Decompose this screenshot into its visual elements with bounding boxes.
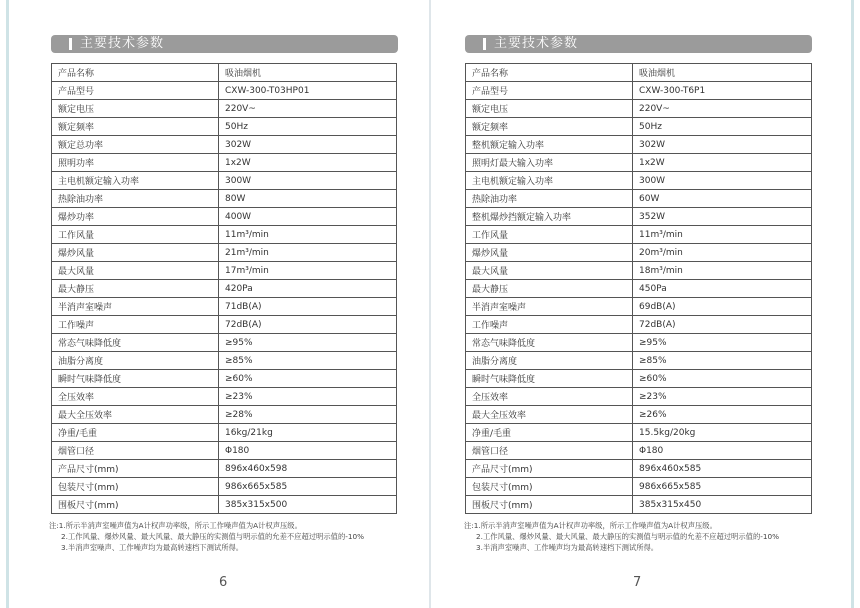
spec-value: 896x460x585 xyxy=(633,460,812,478)
table-row xyxy=(466,496,812,514)
table-row xyxy=(52,190,397,208)
table-row xyxy=(466,172,812,190)
table-row xyxy=(466,352,812,370)
table-row xyxy=(52,298,397,316)
table-row xyxy=(466,460,812,478)
spec-label: 围板尺寸(mm) xyxy=(52,496,219,514)
spec-label: 工作风量 xyxy=(466,226,633,244)
spec-value: 60W xyxy=(633,190,812,208)
table-row xyxy=(52,226,397,244)
spec-value: 21m³/min xyxy=(219,244,397,262)
table-row xyxy=(466,406,812,424)
spec-value: ≥85% xyxy=(219,352,397,370)
table-row xyxy=(52,478,397,496)
spec-value: 11m³/min xyxy=(219,226,397,244)
table-row xyxy=(466,262,812,280)
table-row xyxy=(52,100,397,118)
spec-label: 净重/毛重 xyxy=(466,424,633,442)
spec-value: ≥60% xyxy=(219,370,397,388)
spec-value: Φ180 xyxy=(633,442,812,460)
spec-label: 全压效率 xyxy=(466,388,633,406)
spec-value: 385x315x500 xyxy=(219,496,397,514)
spec-value: 72dB(A) xyxy=(219,316,397,334)
spec-label: 爆炒功率 xyxy=(52,208,219,226)
spec-label: 油脂分离度 xyxy=(52,352,219,370)
spec-label: 最大静压 xyxy=(466,280,633,298)
spec-label: 主电机额定输入功率 xyxy=(52,172,219,190)
table-row xyxy=(466,424,812,442)
page-number: 7 xyxy=(633,575,642,590)
spec-value: CXW-300-T6P1 xyxy=(633,82,812,100)
spec-value: 385x315x450 xyxy=(633,496,812,514)
spec-value: ≥95% xyxy=(633,334,812,352)
page-edge-stripe xyxy=(6,0,9,608)
table-row xyxy=(52,370,397,388)
spec-value: 300W xyxy=(633,172,812,190)
spec-value: 18m³/min xyxy=(633,262,812,280)
page-edge-stripe xyxy=(851,0,854,608)
spec-value: 80W xyxy=(219,190,397,208)
spec-label: 产品尺寸(mm) xyxy=(52,460,219,478)
spec-value: 896x460x598 xyxy=(219,460,397,478)
section-title: 主要技术参数 xyxy=(80,36,165,51)
spec-value: 吸油烟机 xyxy=(219,64,397,82)
spec-value: Φ180 xyxy=(219,442,397,460)
table-row xyxy=(466,100,812,118)
table-row xyxy=(52,388,397,406)
notes xyxy=(49,520,364,553)
spec-value: ≥23% xyxy=(633,388,812,406)
spec-label: 热除油功率 xyxy=(466,190,633,208)
note-2: 2.工作风量、爆炒风量、最大风量、最大静压的实测值与明示值的允差不应超过明示值的-10% xyxy=(61,532,365,541)
spec-label: 半消声室噪声 xyxy=(52,298,219,316)
spec-value: 1x2W xyxy=(219,154,397,172)
note-2: 2.工作风量、爆炒风量、最大风量、最大静压的实测值与明示值的允差不应超过明示值的-10% xyxy=(476,532,780,541)
spec-label: 产品名称 xyxy=(52,64,219,82)
spec-label: 最大全压效率 xyxy=(52,406,219,424)
spec-value: ≥85% xyxy=(633,352,812,370)
table-row xyxy=(52,334,397,352)
spec-label: 工作噪声 xyxy=(52,316,219,334)
table-row xyxy=(52,262,397,280)
spec-label: 照明灯最大输入功率 xyxy=(466,154,633,172)
spec-label: 工作风量 xyxy=(52,226,219,244)
spec-label: 主电机额定输入功率 xyxy=(466,172,633,190)
spec-label: 全压效率 xyxy=(52,388,219,406)
note-1: 注:1.所示半消声室噪声值为A计权声功率级，所示工作噪声值为A计权声压级。 xyxy=(464,521,717,530)
spec-value: 50Hz xyxy=(633,118,812,136)
spec-value: ≥95% xyxy=(219,334,397,352)
spec-label: 最大风量 xyxy=(466,262,633,280)
table-row xyxy=(52,406,397,424)
spec-label: 常态气味降低度 xyxy=(466,334,633,352)
spec-label: 最大风量 xyxy=(52,262,219,280)
spec-value: 17m³/min xyxy=(219,262,397,280)
spec-value: 71dB(A) xyxy=(219,298,397,316)
spec-value: 220V~ xyxy=(219,100,397,118)
spec-label: 瞬时气味降低度 xyxy=(466,370,633,388)
section-title: 主要技术参数 xyxy=(494,36,579,51)
spec-label: 热除油功率 xyxy=(52,190,219,208)
spec-value: 15.5kg/20kg xyxy=(633,424,812,442)
table-row xyxy=(466,208,812,226)
spec-label: 额定总功率 xyxy=(52,136,219,154)
table-row xyxy=(466,82,812,100)
section-title-banner xyxy=(51,35,398,53)
table-row xyxy=(52,352,397,370)
spec-label: 照明功率 xyxy=(52,154,219,172)
table-row xyxy=(466,334,812,352)
section-title-banner xyxy=(465,35,812,53)
spec-label: 净重/毛重 xyxy=(52,424,219,442)
spec-value: 1x2W xyxy=(633,154,812,172)
spec-value: ≥23% xyxy=(219,388,397,406)
table-row xyxy=(52,64,397,82)
table-row xyxy=(466,388,812,406)
spec-label: 最大静压 xyxy=(52,280,219,298)
table-row xyxy=(466,190,812,208)
table-row xyxy=(52,118,397,136)
note-3: 3.半消声室噪声、工作噪声均为最高转速档下测试所得。 xyxy=(61,543,244,552)
spec-value: 吸油烟机 xyxy=(633,64,812,82)
note-1: 注:1.所示半消声室噪声值为A计权声功率级，所示工作噪声值为A计权声压级。 xyxy=(49,521,302,530)
spec-label: 瞬时气味降低度 xyxy=(52,370,219,388)
spec-label: 产品名称 xyxy=(466,64,633,82)
table-row xyxy=(466,118,812,136)
table-row xyxy=(466,64,812,82)
spec-label: 爆炒风量 xyxy=(466,244,633,262)
spec-value: CXW-300-T03HP01 xyxy=(219,82,397,100)
table-row xyxy=(466,280,812,298)
table-row xyxy=(52,244,397,262)
table-row xyxy=(52,154,397,172)
spec-label: 烟管口径 xyxy=(466,442,633,460)
table-row xyxy=(466,478,812,496)
table-row xyxy=(466,244,812,262)
spec-value: 300W xyxy=(219,172,397,190)
table-row xyxy=(52,496,397,514)
spec-label: 烟管口径 xyxy=(52,442,219,460)
spec-value: 50Hz xyxy=(219,118,397,136)
right-page xyxy=(430,0,860,608)
spec-value: 69dB(A) xyxy=(633,298,812,316)
spec-value: 352W xyxy=(633,208,812,226)
spec-label: 产品尺寸(mm) xyxy=(466,460,633,478)
spec-value: 302W xyxy=(219,136,397,154)
spec-label: 整机爆炒挡额定输入功率 xyxy=(466,208,633,226)
table-row xyxy=(52,280,397,298)
spec-value: 20m³/min xyxy=(633,244,812,262)
table-row xyxy=(466,154,812,172)
spec-label: 额定电压 xyxy=(52,100,219,118)
notes xyxy=(464,520,779,553)
spec-table xyxy=(51,63,397,514)
spec-value: 986x665x585 xyxy=(633,478,812,496)
note-3: 3.半消声室噪声、工作噪声均为最高转速档下测试所得。 xyxy=(476,543,659,552)
spec-value: 302W xyxy=(633,136,812,154)
spec-value: 450Pa xyxy=(633,280,812,298)
title-bar-marker xyxy=(483,38,486,50)
spec-value: ≥26% xyxy=(633,406,812,424)
table-row xyxy=(52,316,397,334)
spec-value: ≥28% xyxy=(219,406,397,424)
spec-label: 包装尺寸(mm) xyxy=(52,478,219,496)
spec-label: 额定频率 xyxy=(52,118,219,136)
spec-table xyxy=(465,63,812,514)
spec-label: 工作噪声 xyxy=(466,316,633,334)
spec-label: 产品型号 xyxy=(466,82,633,100)
table-row xyxy=(466,442,812,460)
title-bar-marker xyxy=(69,38,72,50)
spec-value: 72dB(A) xyxy=(633,316,812,334)
table-row xyxy=(466,226,812,244)
spec-label: 整机额定输入功率 xyxy=(466,136,633,154)
spec-value: 986x665x585 xyxy=(219,478,397,496)
table-row xyxy=(52,172,397,190)
spec-value: 420Pa xyxy=(219,280,397,298)
table-row xyxy=(52,424,397,442)
spec-label: 产品型号 xyxy=(52,82,219,100)
table-row xyxy=(466,136,812,154)
table-row xyxy=(52,442,397,460)
spec-label: 常态气味降低度 xyxy=(52,334,219,352)
spec-value: 400W xyxy=(219,208,397,226)
spec-value: 11m³/min xyxy=(633,226,812,244)
spec-label: 围板尺寸(mm) xyxy=(466,496,633,514)
table-row xyxy=(466,370,812,388)
spec-label: 爆炒风量 xyxy=(52,244,219,262)
spec-label: 半消声室噪声 xyxy=(466,298,633,316)
table-row xyxy=(466,298,812,316)
spec-label: 额定频率 xyxy=(466,118,633,136)
spec-label: 油脂分离度 xyxy=(466,352,633,370)
table-row xyxy=(52,208,397,226)
table-row xyxy=(52,82,397,100)
spec-value: 16kg/21kg xyxy=(219,424,397,442)
spec-value: 220V~ xyxy=(633,100,812,118)
table-row xyxy=(52,460,397,478)
table-row xyxy=(52,136,397,154)
spec-label: 包装尺寸(mm) xyxy=(466,478,633,496)
table-row xyxy=(466,316,812,334)
spec-label: 最大全压效率 xyxy=(466,406,633,424)
spec-label: 额定电压 xyxy=(466,100,633,118)
page-number: 6 xyxy=(219,575,228,590)
spec-value: ≥60% xyxy=(633,370,812,388)
